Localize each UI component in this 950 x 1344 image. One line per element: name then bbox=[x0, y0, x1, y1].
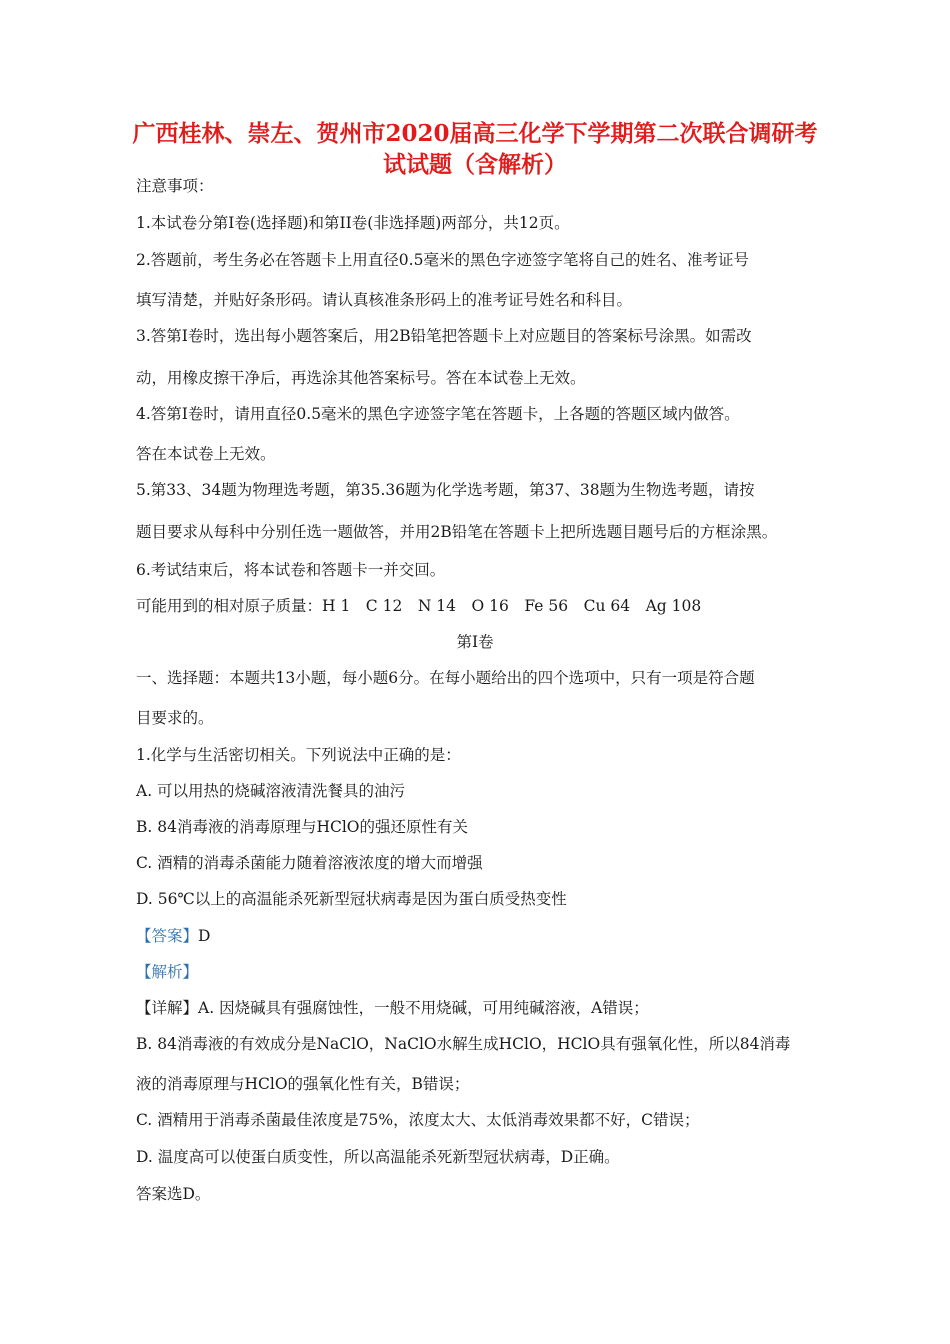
analysis-line-b1: B. 84消毒液的有效成分是NaClO，NaClO水解生成HClO，HClO具有强氧化性，所以84消毒 bbox=[136, 1035, 791, 1053]
answer-value: D bbox=[198, 927, 211, 945]
section-intro-line-1: 一、选择题：本题共13小题，每小题6分。在每小题给出的四个选项中，只有一项是符合题 bbox=[136, 669, 755, 687]
analysis-line-a: A. 因烧碱具有强腐蚀性，一般不用烧碱，可用纯碱溶液，A错误； bbox=[198, 999, 649, 1017]
detail-label: 【详解】 bbox=[136, 999, 199, 1017]
title-line-2: 试试题（含解析） bbox=[383, 151, 567, 178]
note-line-7: 答在本试卷上无效。 bbox=[136, 445, 276, 463]
analysis-line-c: C. 酒精用于消毒杀菌最佳浓度是75%，浓度太大、太低消毒效果都不好，C错误； bbox=[136, 1111, 700, 1129]
title-line-1: 广西桂林、崇左、贺州市2020届高三化学下学期第二次联合调研考 bbox=[132, 120, 818, 147]
answer-line bbox=[136, 926, 210, 946]
option-a: A. 可以用热的烧碱溶液清洗餐具的油污 bbox=[136, 782, 406, 800]
detail-line-1 bbox=[136, 998, 649, 1018]
analysis-label: 【解析】 bbox=[136, 963, 199, 981]
note-line-9: 题目要求从每科中分别任选一题做答，并用2B铅笔在答题卡上把所选题目题号后的方框涂黑。 bbox=[136, 523, 778, 541]
note-line-1: 1.本试卷分第Ⅰ卷(选择题)和第II卷(非选择题)两部分，共12页。 bbox=[136, 214, 570, 232]
notes-heading: 注意事项： bbox=[136, 177, 214, 195]
question-stem: 1.化学与生活密切相关。下列说法中正确的是： bbox=[136, 746, 461, 764]
note-line-6: 4.答第Ⅰ卷时，请用直径0.5毫米的黑色字迹签字笔在答题卡，上各题的答题区域内做答。 bbox=[136, 405, 740, 423]
analysis-line-b2: 液的消毒原理与HClO的强氧化性有关，B错误； bbox=[136, 1075, 470, 1093]
note-line-5: 动，用橡皮擦干净后，再选涂其他答案标号。答在本试卷上无效。 bbox=[136, 369, 586, 387]
section-title: 第Ⅰ卷 bbox=[456, 633, 494, 651]
atomic-masses: 可能用到的相对原子质量：H 1 C 12 N 14 O 16 Fe 56 Cu 64 Ag 108 bbox=[136, 597, 702, 615]
option-c: C. 酒精的消毒杀菌能力随着溶液浓度的增大而增强 bbox=[136, 854, 483, 872]
note-line-8: 5.第33、34题为物理选考题，第35.36题为化学选考题，第37、38题为生物选考题，请按 bbox=[136, 481, 755, 499]
option-b: B. 84消毒液的消毒原理与HClO的强还原性有关 bbox=[136, 818, 469, 836]
section-intro-line-2: 目要求的。 bbox=[136, 709, 214, 727]
analysis-line-d: D. 温度高可以使蛋白质变性，所以高温能杀死新型冠状病毒，D正确。 bbox=[136, 1148, 620, 1166]
analysis-conclusion: 答案选D。 bbox=[136, 1185, 211, 1203]
analysis-label-line bbox=[136, 962, 198, 982]
note-line-4: 3.答第Ⅰ卷时，选出每小题答案后，用2B铅笔把答题卡上对应题目的答案标号涂黑。如需改 bbox=[136, 327, 752, 345]
note-line-2: 2.答题前，考生务必在答题卡上用直径0.5毫米的黑色字迹签字笔将自己的姓名、准考证号 bbox=[136, 251, 749, 269]
note-line-3: 填写清楚，并贴好条形码。请认真核准条形码上的准考证号姓名和科目。 bbox=[136, 291, 633, 309]
document-title bbox=[120, 118, 830, 180]
note-line-10: 6.考试结束后，将本试卷和答题卡一并交回。 bbox=[136, 561, 446, 579]
option-d: D. 56℃以上的高温能杀死新型冠状病毒是因为蛋白质受热变性 bbox=[136, 890, 567, 908]
answer-label: 【答案】 bbox=[136, 927, 199, 945]
